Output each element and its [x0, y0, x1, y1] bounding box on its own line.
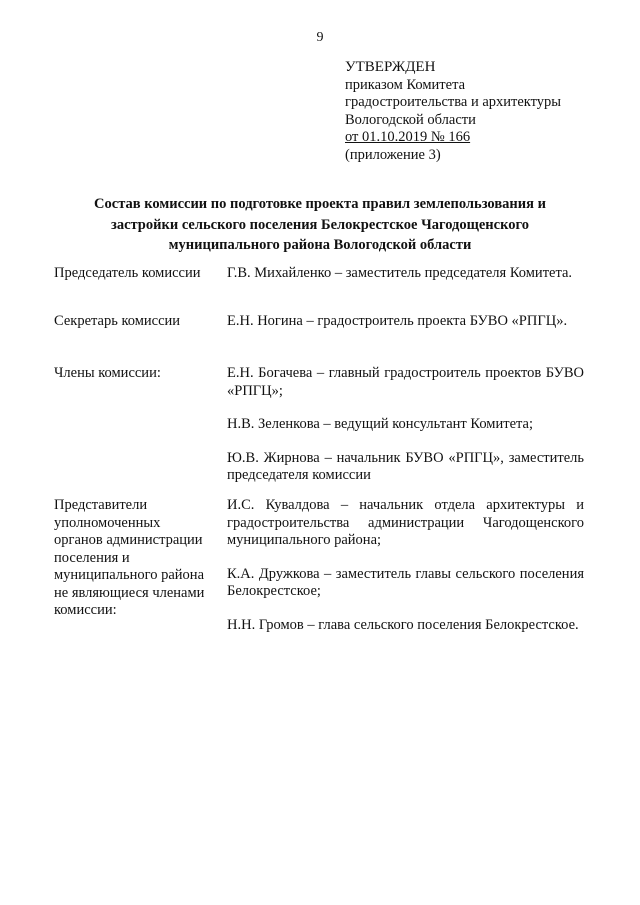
title-line-3: муниципального района Вологодской области [168, 237, 472, 253]
role-label-line: Представители [54, 497, 148, 513]
member-list [227, 265, 584, 283]
role-label-line: комиссии: [54, 602, 117, 618]
member-entry: И.С. Кувалдова – начальник отдела архитектуры и градостроительства администрации Чагодощенского муниципального района; [227, 497, 584, 548]
title-line-2: застройки сельского поселения Белокрестское Чагодощенского [111, 216, 529, 233]
role-label-line: органов администрации [54, 532, 203, 548]
approval-line-1: приказом Комитета [345, 76, 466, 93]
role-label [54, 497, 214, 620]
role-label: Члены комиссии: [54, 365, 161, 381]
role-label: Председатель комиссии [54, 265, 201, 281]
document-title [70, 194, 570, 256]
member-list [227, 313, 584, 331]
member-entry: Н.Н. Громов – глава сельского поселения Белокрестское. [227, 616, 579, 633]
title-line-1: Состав комиссии по подготовке проекта правил землепользования и [94, 196, 546, 212]
member-entry: К.А. Дружкова – заместитель главы сельского поселения Белокрестское; [227, 565, 584, 599]
page-number: 9 [316, 30, 324, 45]
approval-heading: УТВЕРЖДЕН [345, 59, 436, 75]
member-list [227, 365, 584, 485]
member-list [227, 497, 584, 634]
member-entry: Е.Н. Ногина – градостроитель проекта БУВО «РПГЦ». [227, 313, 568, 329]
approval-appendix: (приложение 3) [345, 146, 441, 163]
approval-line-2: градостроительства и архитектуры [345, 94, 562, 110]
role-label: Секретарь комиссии [54, 313, 181, 329]
member-entry: Ю.В. Жирнова – начальник БУВО «РПГЦ», заместитель председателя комиссии [227, 449, 584, 483]
approval-block [345, 59, 561, 164]
member-entry: Г.В. Михайленко – заместитель председателя Комитета. [227, 265, 573, 281]
member-entry: Н.В. Зеленкова – ведущий консультант Комитета; [227, 416, 533, 432]
member-entry: Е.Н. Богачева – главный градостроитель проектов БУВО «РПГЦ»; [227, 365, 584, 399]
approval-date-line: от 01.10.2019 № 166 [345, 129, 471, 145]
role-label-line: муниципального района [54, 567, 204, 583]
role-label-line: уполномоченных [54, 514, 161, 531]
approval-line-3: Вологодской области [345, 111, 476, 128]
role-label-line: поселения и [54, 549, 130, 566]
role-label-line: не являющиеся членами [54, 584, 205, 601]
